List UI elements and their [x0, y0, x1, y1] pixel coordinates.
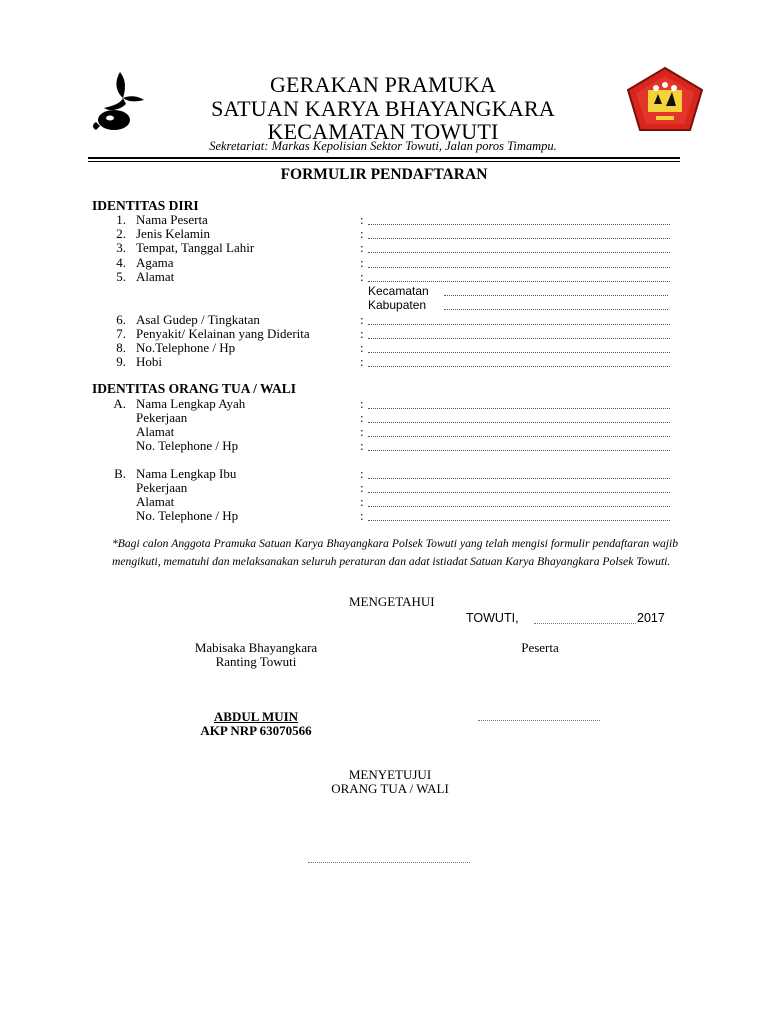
field-label: Nama Peserta [136, 212, 208, 227]
section-heading-identitas-ortu: IDENTITAS ORANG TUA / WALI [92, 381, 297, 396]
field-label: Alamat [136, 424, 175, 439]
field-row-telephone-ayah[interactable]: No. Telephone / Hp : [0, 439, 768, 453]
fill-in-line[interactable] [444, 295, 668, 296]
field-label: Penyakit/ Kelainan yang Diderita [136, 326, 310, 341]
fill-in-line[interactable] [368, 352, 670, 353]
fill-in-line[interactable] [368, 238, 670, 239]
field-label: Asal Gudep / Tingkatan [136, 312, 260, 327]
fill-in-line[interactable] [368, 422, 670, 423]
orang-tua-signature-line[interactable] [308, 862, 470, 863]
field-row-nama-ibu[interactable]: B. Nama Lengkap Ibu : [0, 467, 768, 481]
field-row-tempat-tanggal-lahir[interactable]: 3. Tempat, Tanggal Lahir : [0, 241, 768, 255]
section-heading-identitas-diri: IDENTITAS DIRI [92, 198, 199, 213]
org-name-line3: KECAMATAN TOWUTI [267, 119, 499, 144]
fill-in-line[interactable] [444, 309, 668, 310]
fill-in-line[interactable] [368, 408, 670, 409]
field-label: No. Telephone / Hp [136, 508, 239, 523]
registration-note: *Bagi calon Anggota Pramuka Satuan Karya Bhayangkara Polsek Towuti yang telah mengisi formulir pendaftaran wajib mengikuti, mematuhi dan melaksanakan seluruh peraturan dan adat istiadat Satuan Karya Bhayangkara Polsek Towuti. [112, 537, 678, 568]
left-signer-name: ABDUL MUIN [213, 709, 299, 724]
org-name-line1: GERAKAN PRAMUKA [269, 72, 497, 97]
fill-in-line[interactable] [368, 450, 670, 451]
right-signer-title: Peserta [521, 640, 559, 655]
header-rule-thick [88, 157, 680, 159]
field-row-pekerjaan-ibu[interactable]: Pekerjaan : [0, 481, 768, 495]
org-name-line2: SATUAN KARYA BHAYANGKARA [211, 96, 555, 121]
left-signer-title1: Mabisaka Bhayangkara [194, 640, 318, 655]
field-label: Tempat, Tanggal Lahir [136, 240, 255, 255]
fill-in-line[interactable] [368, 506, 670, 507]
address-kabupaten-row[interactable] [368, 298, 670, 312]
secretariat-address: Sekretariat: Markas Kepolisian Sektor Towuti, Jalan poros Timampu. [209, 139, 557, 153]
left-signer-rank: AKP NRP 63070566 [200, 723, 312, 738]
field-label: No. Telephone / Hp [136, 438, 239, 453]
date-fill-in-line[interactable] [534, 623, 636, 624]
form-title: FORMULIR PENDAFTARAN [280, 166, 488, 183]
year-label: 2017 [637, 611, 665, 625]
fill-in-line[interactable] [368, 224, 670, 225]
header-rule-thin [88, 161, 680, 162]
field-row-agama[interactable]: 4. Agama : [0, 256, 768, 270]
field-row-alamat-ayah[interactable]: Alamat : [0, 425, 768, 439]
fill-in-line[interactable] [368, 520, 670, 521]
field-row-hobi[interactable]: 9. Hobi : [0, 355, 768, 369]
mengetahui-label: MENGETAHUI [349, 594, 435, 609]
fill-in-line[interactable] [368, 267, 670, 268]
field-label: Jenis Kelamin [136, 226, 211, 241]
field-row-telephone-ibu[interactable]: No. Telephone / Hp : [0, 509, 768, 523]
fill-in-line[interactable] [368, 338, 670, 339]
kecamatan-label: Kecamatan [368, 284, 429, 298]
fill-in-line[interactable] [368, 252, 670, 253]
field-label: Hobi [136, 354, 162, 369]
field-label: Alamat [136, 494, 175, 509]
peserta-signature-line[interactable] [478, 720, 600, 721]
field-row-nama-peserta[interactable]: 1. Nama Peserta : [0, 213, 768, 227]
field-label: Agama [136, 255, 174, 270]
fill-in-line[interactable] [368, 324, 670, 325]
field-label: Nama Lengkap Ibu [136, 466, 237, 481]
field-row-alamat-ibu[interactable]: Alamat : [0, 495, 768, 509]
field-label: Pekerjaan [136, 480, 188, 495]
fill-in-line[interactable] [368, 436, 670, 437]
field-row-pekerjaan-ayah[interactable]: Pekerjaan : [0, 411, 768, 425]
field-label: No.Telephone / Hp [136, 340, 236, 355]
field-row-penyakit[interactable]: 7. Penyakit/ Kelainan yang Diderita : [0, 327, 768, 341]
address-kecamatan-row[interactable] [368, 284, 670, 298]
menyetujui-label: MENYETUJUI [348, 767, 432, 782]
left-signer-title2: Ranting Towuti [215, 654, 297, 669]
field-row-asal-gudep[interactable]: 6. Asal Gudep / Tingkatan : [0, 313, 768, 327]
saka-bhayangkara-emblem [626, 66, 704, 132]
kabupaten-label: Kabupaten [368, 298, 427, 312]
orang-tua-label: ORANG TUA / WALI [331, 781, 449, 796]
field-row-alamat[interactable]: 5. Alamat : [0, 270, 768, 284]
field-label: Nama Lengkap Ayah [136, 396, 246, 411]
fill-in-line[interactable] [368, 366, 670, 367]
field-label: Pekerjaan [136, 410, 188, 425]
field-row-nama-ayah[interactable]: A. Nama Lengkap Ayah : [0, 397, 768, 411]
field-row-telephone[interactable]: 8. No.Telephone / Hp : [0, 341, 768, 355]
fill-in-line[interactable] [368, 478, 670, 479]
pramuka-logo [90, 68, 148, 134]
fill-in-line[interactable] [368, 492, 670, 493]
fill-in-line[interactable] [368, 281, 670, 282]
field-label: Alamat [136, 269, 175, 284]
place-label: TOWUTI, [466, 611, 519, 625]
field-row-jenis-kelamin[interactable]: 2. Jenis Kelamin : [0, 227, 768, 241]
